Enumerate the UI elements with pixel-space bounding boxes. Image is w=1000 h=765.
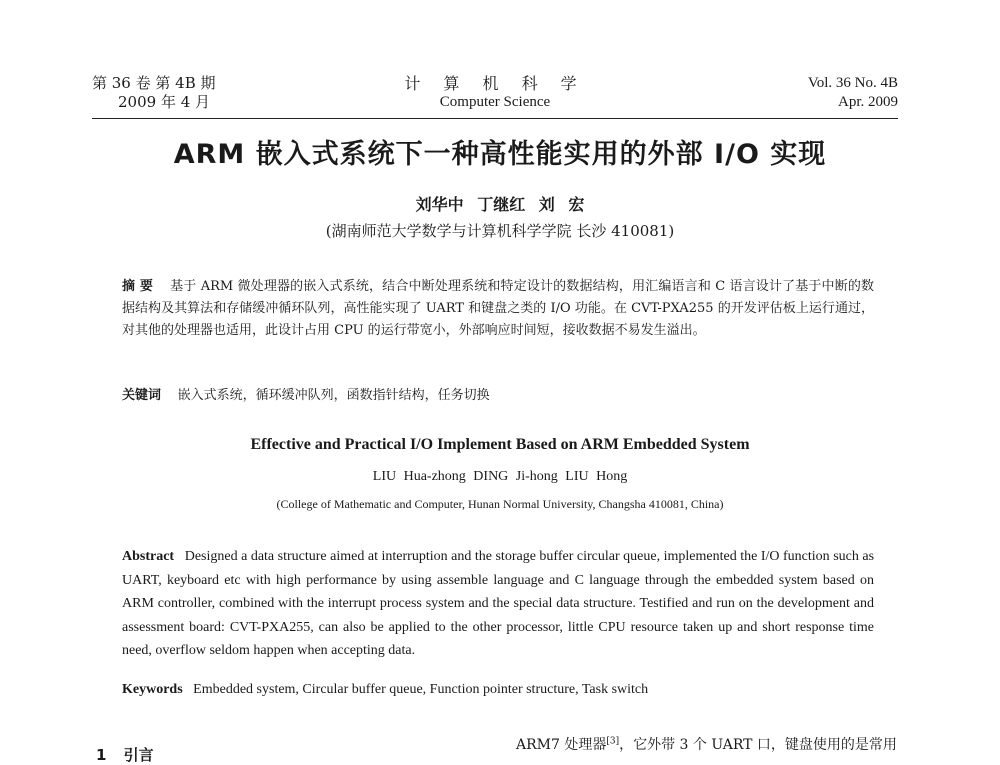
right-column-text-before: ARM7 处理器 bbox=[516, 737, 607, 753]
header-center bbox=[92, 74, 898, 112]
section-title: 引言 bbox=[123, 746, 154, 764]
section-heading-intro bbox=[96, 744, 154, 765]
keywords-cn-text: 嵌入式系统，循环缓冲队列，函数指针结构，任务切换 bbox=[177, 388, 490, 403]
right-column-text bbox=[516, 734, 897, 754]
journal-name-en: Computer Science bbox=[439, 94, 551, 110]
abstract-en-text: Designed a data structure aimed at interruption and the storage buffer circular queue, implemented the I/O function such as UART, keyboard etc with high performance by using assemble language and C language through the embedded system based on ARM controller, combined with the interrupt process system and the special data structure. Testified and run on the development and assessment board: CVT-PXA255, can also be applied to the other processor, little CPU resource taken up and short response time need, overflow seldom happen when accepting data. bbox=[122, 549, 875, 658]
authors-cn: 刘华中 丁继红 刘 宏 bbox=[415, 195, 585, 214]
journal-header bbox=[92, 72, 898, 119]
keywords-en-label: Keywords bbox=[122, 682, 183, 697]
keywords-cn bbox=[122, 386, 874, 406]
authors-en: LIU Hua-zhong DING Ji-hong LIU Hong bbox=[372, 469, 628, 484]
abstract-en-label: Abstract bbox=[122, 549, 175, 564]
journal-name-cn: 计 算 机 科 学 bbox=[404, 74, 586, 93]
keywords-en-text: Embedded system, Circular buffer queue, Function pointer structure, Task switch bbox=[193, 682, 649, 697]
citation-ref: [3] bbox=[606, 736, 620, 747]
abstract-cn-label: 摘 要 bbox=[122, 279, 153, 294]
affiliation-en: (College of Mathematic and Computer, Hunan Normal University, Changsha 410081, China) bbox=[276, 497, 724, 511]
volume-en: Vol. 36 No. 4B bbox=[807, 75, 898, 91]
paper-title-cn: ARM 嵌入式系统下一种高性能实用的外部 I/O 实现 bbox=[173, 139, 827, 170]
abstract-cn bbox=[122, 276, 874, 342]
abstract-cn-text: 基于 ARM 微处理器的嵌入式系统，结合中断处理系统和特定设计的数据结构，用汇编语言和 C 语言设计了基于中断的数据结构及其算法和存储缓冲循环队列，高性能实现了 UART 和键盘之类的 I/O 功能。在 CVT-PXA255 的开发评估板上运行通过，对其他的处理器也适用，此设计占用 CPU 的运行带宽小，外部响应时间短，接收数据不易发生溢出。 bbox=[122, 279, 875, 338]
keywords-cn-label: 关键词 bbox=[122, 388, 162, 403]
paper-title-en: Effective and Practical I/O Implement Based on ARM Embedded System bbox=[250, 436, 750, 453]
section-number: 1 bbox=[96, 746, 107, 764]
date-cn: 2009 年 4 月 bbox=[118, 93, 211, 111]
right-column-text-after: ，它外带 3 个 UART 口，键盘使用的是常用 bbox=[619, 737, 897, 753]
keywords-en bbox=[122, 680, 874, 700]
volume-cn: 第 36 卷 第 4B 期 bbox=[92, 74, 216, 92]
affiliation-cn: (湖南师范大学数学与计算机科学学院 长沙 410081) bbox=[325, 222, 675, 240]
abstract-en bbox=[122, 545, 874, 663]
header-right bbox=[808, 74, 898, 112]
date-en: Apr. 2009 bbox=[838, 94, 898, 110]
